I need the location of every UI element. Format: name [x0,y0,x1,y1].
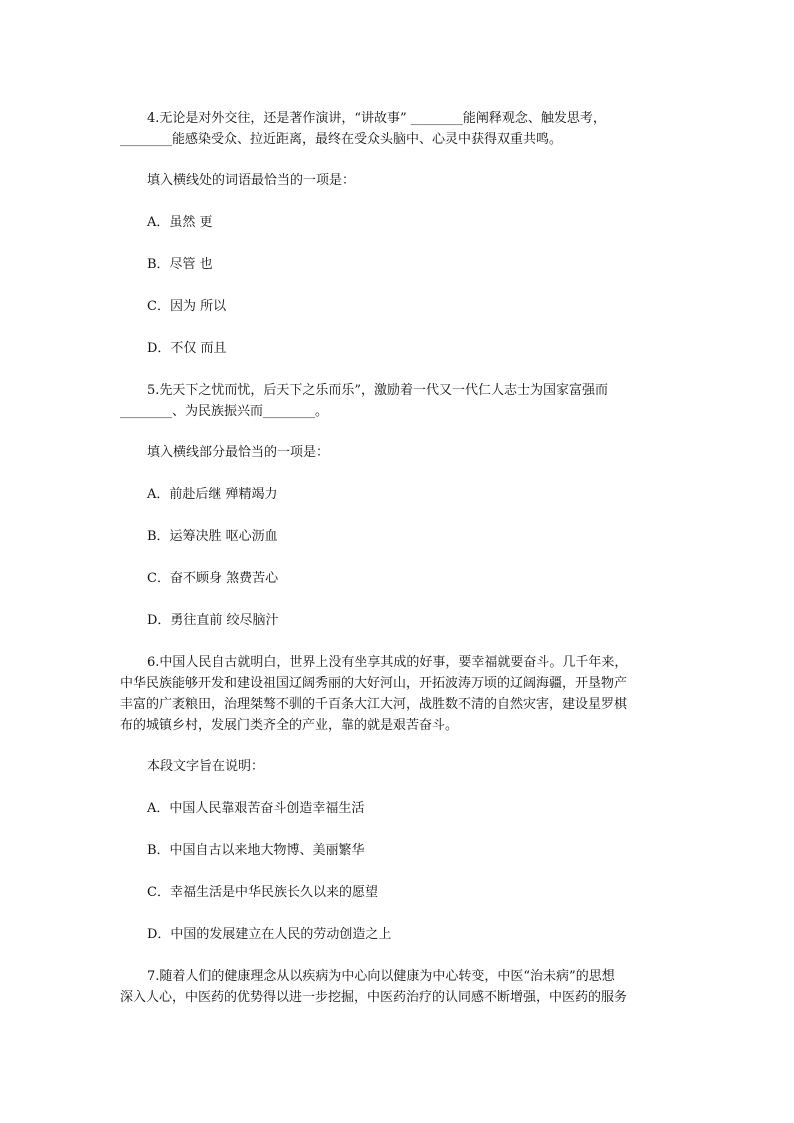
question-4 [120,108,668,380]
question-4-option-d: D．不仅 而且 [147,341,227,356]
question-5 [120,380,668,652]
question-6-line-1: 6.中国人民自古就明白，世界上没有坐享其成的好事，要幸福就要奋斗。几千年来， [147,655,628,670]
question-6-option-b: B．中国自古以来地大物博、美丽繁华 [147,843,365,858]
question-7-line-2: 深入人心，中医药的优势得以进一步挖掘，中医药治疗的认同感不断增强，中医药的服务 [120,990,628,1005]
question-4-prompt: 填入横线处的词语最恰当的一项是： [147,173,356,188]
question-5-option-d: D．勇往直前 绞尽脑汁 [147,613,279,628]
question-4-option-a: A．虽然 更 [147,215,213,230]
question-5-prompt: 填入横线部分最恰当的一项是： [147,445,330,460]
question-4-line-1: 4.无论是对外交往，还是著作演讲，“讲故事” ________能阐释观念、触发思考， [147,111,606,126]
question-4-line-2: ________能感染受众、拉近距离，最终在受众头脑中、心灵中获得双重共鸣。 [120,132,563,147]
question-6-option-d: D．中国的发展建立在人民的劳动创造之上 [147,927,392,942]
question-6-option-c: C．幸福生活是中华民族长久以来的愿望 [147,885,378,900]
question-5-line-1: 5.先天下之忧而忧，后天下之乐而乐”，激励着一代又一代仁人志士为国家富强而 [147,383,609,398]
question-5-option-c: C．奋不顾身 煞费苦心 [147,571,279,586]
question-4-option-c: C．因为 所以 [147,299,227,314]
document-page [120,108,668,1008]
question-6-line-4: 布的城镇乡村，发展门类齐全的产业，靠的就是艰苦奋斗。 [120,718,459,733]
question-4-option-b: B．尽管 也 [147,257,213,272]
question-6-prompt: 本段文字旨在说明： [147,759,265,774]
question-6-line-3: 丰富的广袤粮田，治理桀骜不驯的千百条大江大河，战胜数不清的自然灾害，建设星罗棋 [120,697,628,712]
question-7-line-1: 7.随着人们的健康理念从以疾病为中心向以健康为中心转变，中医“治未病”的思想 [147,969,615,984]
question-7 [120,966,668,1008]
question-5-line-2: ________、为民族振兴而________。 [120,404,329,419]
question-6-line-2: 中华民族能够开发和建设祖国辽阔秀丽的大好河山，开拓波涛万顷的辽阔海疆，开垦物产 [120,676,628,691]
question-6-option-a: A．中国人民靠艰苦奋斗创造幸福生活 [147,801,365,816]
question-5-option-a: A．前赴后继 殚精竭力 [147,487,278,502]
question-5-option-b: B．运筹决胜 呕心沥血 [147,529,278,544]
question-6 [120,652,668,966]
